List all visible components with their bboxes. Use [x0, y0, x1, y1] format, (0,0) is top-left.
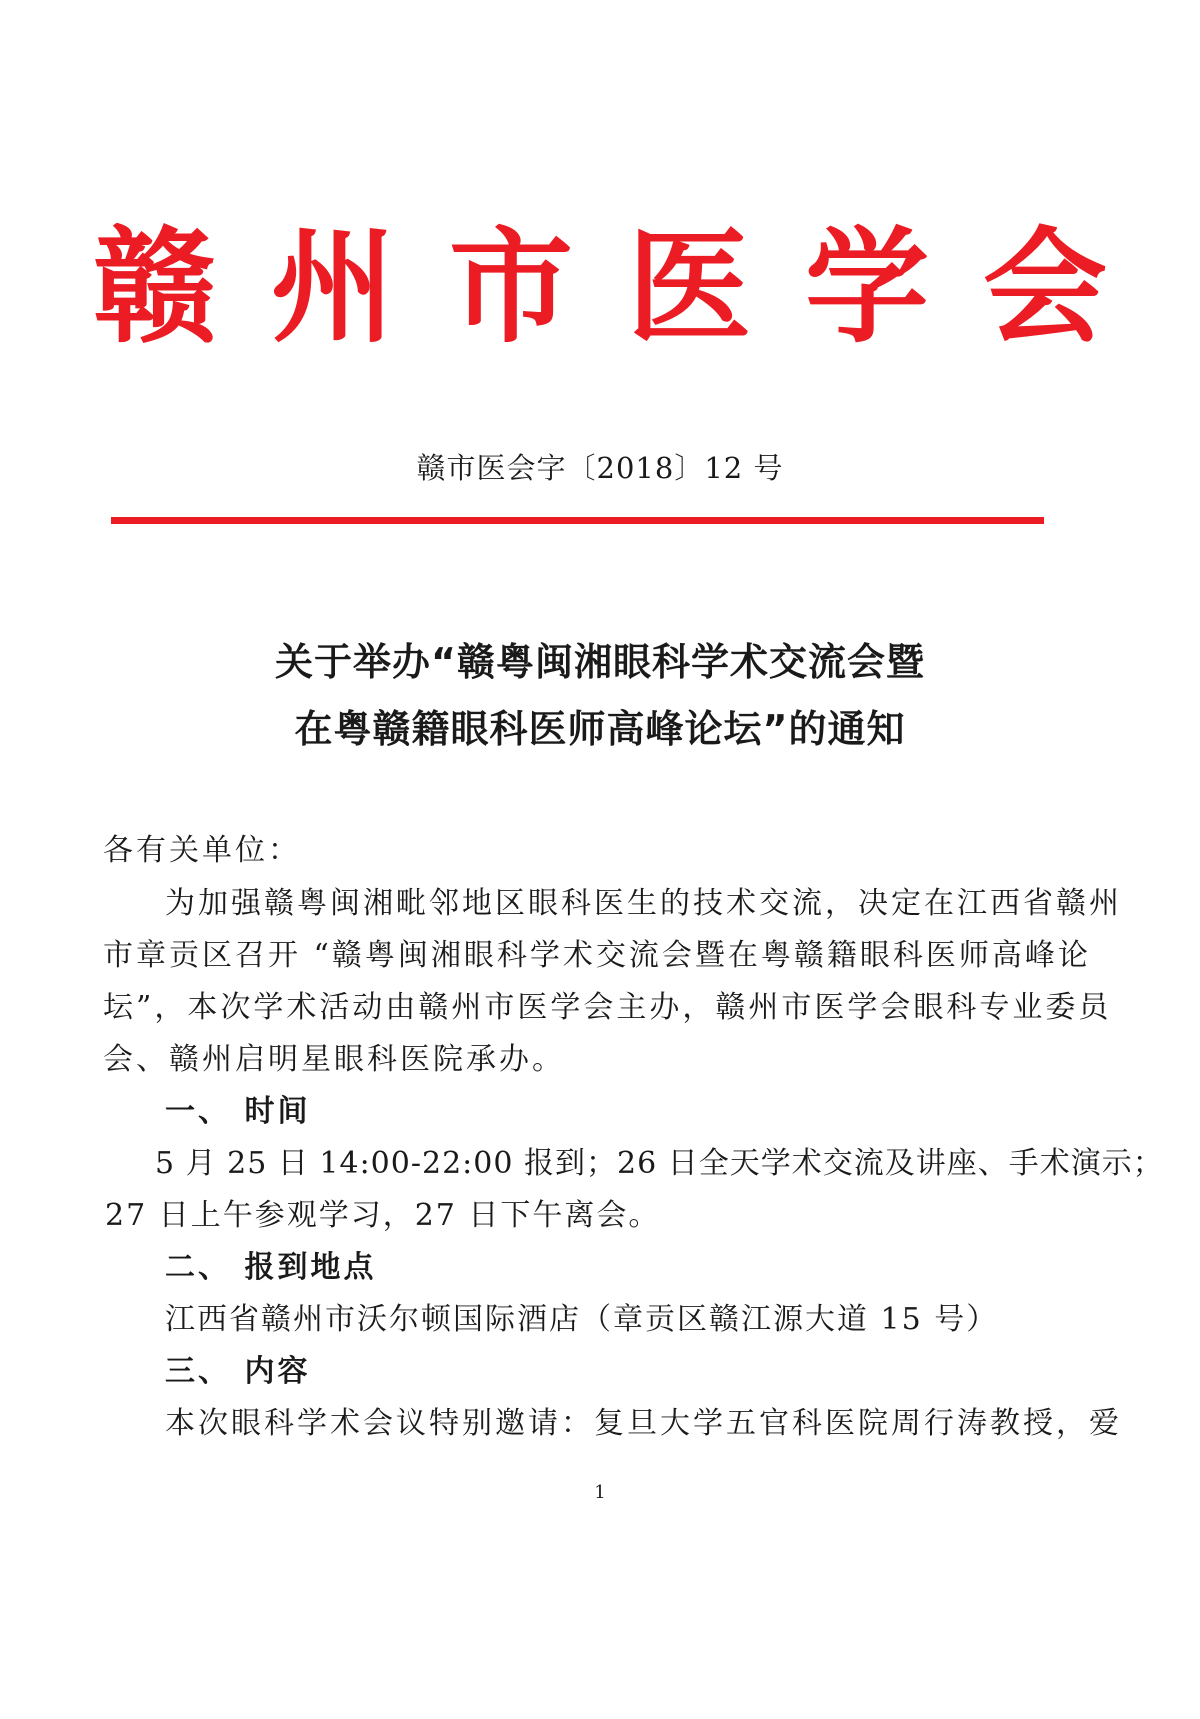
- section-heading-time: 一、 时间: [165, 1094, 311, 1129]
- org-title-char: 医: [627, 215, 752, 360]
- org-title-char: 赣: [92, 215, 217, 360]
- intro-line: 为加强赣粤闽湘毗邻地区眼科医生的技术交流，决定在江西省赣州: [165, 886, 1122, 921]
- org-title-char: 州: [270, 215, 395, 360]
- section-heading-location: 二、 报到地点: [165, 1250, 377, 1285]
- notice-title-line-2: 在粤赣籍眼科医师高峰论坛”的通知: [294, 707, 906, 751]
- content-line: 本次眼科学术会议特别邀请：复旦大学五官科医院周行涛教授，爱: [165, 1406, 1122, 1441]
- document-number: 赣市医会字〔2018〕12 号: [416, 451, 784, 485]
- intro-line: 会、赣州启明星眼科医院承办。: [103, 1042, 565, 1077]
- organization-title: [0, 208, 1200, 368]
- page-number: 1: [594, 1482, 606, 1503]
- section-heading-content: 三、 内容: [165, 1354, 311, 1389]
- salutation: 各有关单位：: [103, 833, 301, 868]
- org-title-char: 学: [805, 215, 930, 360]
- time-line: 27 日上午参观学习，27 日下午离会。: [105, 1198, 661, 1233]
- intro-line: 市章贡区召开 “赣粤闽湘眼科学术交流会暨在粤赣籍眼科医师高峰论: [103, 938, 1091, 973]
- time-line: 5 月 25 日 14:00-22:00 报到；26 日全天学术交流及讲座、手术演示；: [155, 1146, 1164, 1181]
- location-line: 江西省赣州市沃尔顿国际酒店（章贡区赣江源大道 15 号）: [165, 1302, 999, 1337]
- org-title-char: 会: [983, 215, 1108, 360]
- intro-line: 坛”，本次学术活动由赣州市医学会主办，赣州市医学会眼科专业委员: [103, 990, 1112, 1025]
- header-divider: [111, 517, 1044, 524]
- notice-title-line-1: 关于举办“赣粤闽湘眼科学术交流会暨: [275, 640, 925, 684]
- org-title-char: 市: [448, 215, 573, 360]
